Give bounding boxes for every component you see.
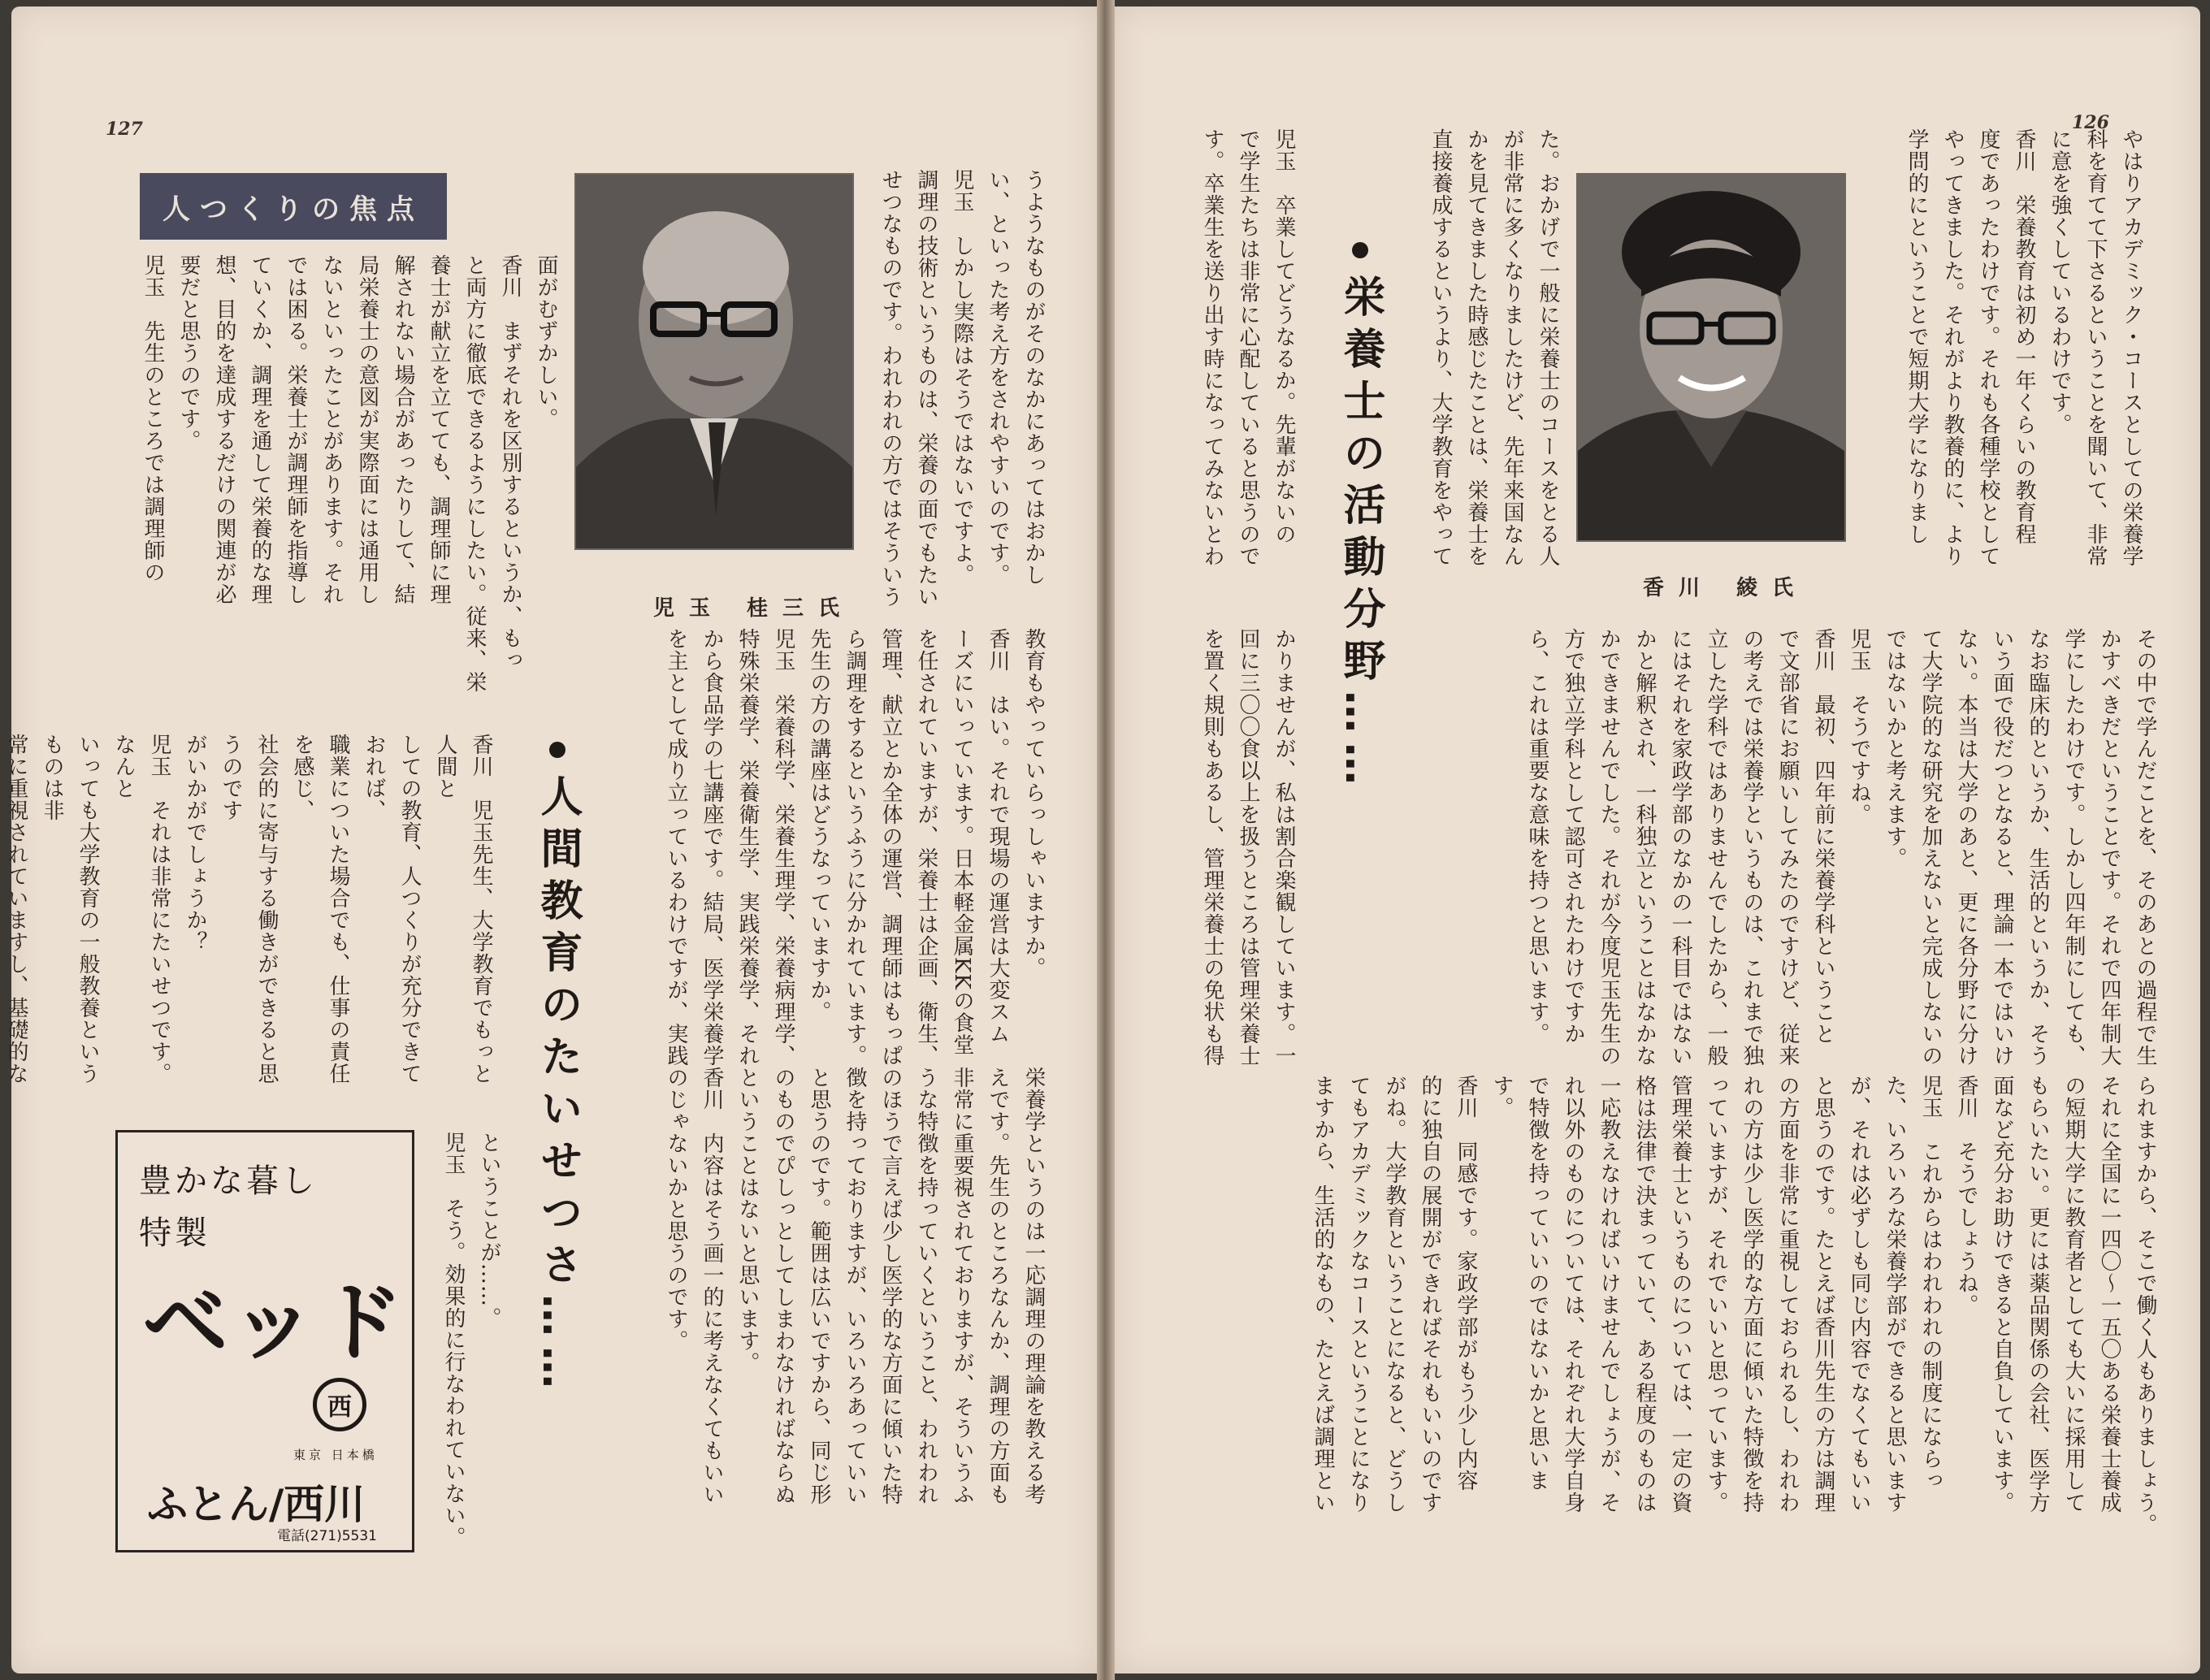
text-block-curriculum: その中で学んだことを、そのあとの過程で生 かすべきだということです。それで四年制大 学にしたわけです。しかし四年制にしても、 なお臨床的というか、生活的というか、そう いう面で役だつとなると、理論一本ではいけ ない。本当は大学のあと、更に各分野に分け て大学院的な研究を加えないと完成しないの ではないかと考えます。 児玉 そうですね。 香川 最初、四年前に栄養学科ということ で文部省にお願いしてみたのですけど、従来 の考えでは栄養学というものは、これまで独 立した学科ではありませんでしたから、一般 にはそれを家政学部のなかの一科目ではない かと解釈され、一科独立ということはなかな かできませんでした。それが今度児玉先生の 方で独立学科として認可されたわけですか ら、これは重要な意味を持つと思います。 [1525, 628, 2157, 1067]
text-block-graduates: 児玉 卒業してどうなるか。先輩がないの で学生たちは非常に心配していると思うので す。卒業生を送り出す時になってみないとわ [1200, 128, 1296, 567]
heading-text: 栄養士の活動分野…… [1336, 275, 1384, 795]
portrait-image [1578, 175, 1844, 540]
bullet-icon [1352, 242, 1368, 258]
page-126 [1115, 6, 2200, 1674]
text-block-curriculum: 教育もやっていらっしゃいますか。 香川 はい。それで現場の運営は大変スム ーズにいっています。日本軽金属KKの食堂 を任されていますが、栄養士は企画、衛生、 管理、献立とか全体の運営、調理師はもっぱ ら調理をするというふうに分かれています。 先生の方の講座はどうなっていますか。 児玉 栄養科学、栄養生理学、栄養病理学、 特殊栄養学、栄養衛生学、実践栄養学、それ から食品学の七講座です。結局、医学栄養学 を主として成り立っているわけですが、実践 [664, 628, 1046, 1067]
book-gutter [1097, 0, 1115, 1680]
ad-brand: ふとん/西川 [147, 1481, 366, 1528]
ad-location: 東京 日本橋 [293, 1448, 378, 1462]
page-number: 126 [2072, 112, 2109, 133]
advertisement-nishikawa [115, 1130, 414, 1552]
photo-caption: 香川 綾氏 [1643, 576, 1809, 600]
text-block-nutrition: 栄養学というのは一応調理の理論を教える考 えです。先生のところなんか、調理の方面も 非常に重要視されておりますが、そういうふ うな特徴を持っていくということ、われわれ のほうで言えば少し医学的な方面に傾いた特 徴を持っておりますが、いろいろあっていい と思うのです。範囲は広いですから、同じ形 のものでぴしっとしてしまわなければならぬ ということはないと思います。 香川 内容はそう画一的に考えなくてもいい のじゃないかと思うのです。 [664, 1067, 1046, 1505]
text-block-outlook: かりませんが、私は割合楽観しています。一 回に三〇〇食以上を扱うところは管理栄養士 を置く規則もあるし、管理栄養士の免状も得 [1200, 628, 1296, 1067]
section-heading [1330, 242, 1391, 795]
portrait-photo-kodama [574, 173, 854, 550]
ad-product: ベッド [142, 1273, 405, 1373]
section-heading [527, 742, 588, 1398]
text-block-closing: ということが……。 児玉 そう。効果的に行なわれていない。 [441, 1132, 501, 1548]
photo-caption: 児玉 桂三氏 [653, 596, 855, 621]
text-block-education: 香川 児玉先生、大学教育でもっと人間と しての教育、人つくりが充分できておれば、 職業についた場合でも、仕事の責任を感じ、 社会的に寄与する働きができると思うのです がいかがでしょうか？ 児玉 それは非常にたいせつです。なんと いっても大学教育の一般教養というものは非 常に重視されていますし、基礎的な [4, 734, 493, 1085]
page-127 [4, 6, 1097, 1674]
text-block-discussion: られますから、そこで働く人もありましょう。 それに全国に一四〇〜一五〇ある栄養士養成 の短期大学に教育者としても大いに採用して もらいたい。更には薬品関係の会社、医学方 面など充分お助けできると自負しています。 香川 そうでしょうね。 児玉 これからはわれわれの制度にならっ た、いろいろな栄養学部ができると思います が、それは必ずしも同じ内容でなくてもいい と思うのです。たとえば香川先生の方は調理 の方面を非常に重視しておられるし、われわ れの方は少し医学的な方面に傾いた特徴を持 っていますが、それでいいと思っています。 管理栄養士というものについては、一定の資 格は法律で決まっていて、ある程度のものは 一応教えなければいけませんでしょうが、そ れ以外のものについては、それぞれ大学自身 で特徴を持っていいのではないかと思いま す。 香川 同感です。家政学部がもう少し内容 的に独自の展開ができればそれもいいのです がね。大学教育ということになると、どうし てもアカデミックなコースということになり ますから、生活的なもの、たとえば調理とい [1311, 1075, 2157, 1535]
portrait-photo-kagawa [1576, 173, 1846, 542]
text-block-opening: やはりアカデミック・コースとしての栄養学 科を育てて下さるということを聞いて、非常 に意を強くしているわけです。 香川 栄養教育は初め一年くらいの教育程 度であったわけです。それも各種学校として やってきました。それがより教養的に、より 学問的にということで短期大学になりまし [1904, 128, 2143, 567]
text-block-education: た。おかげで一般に栄養士のコースをとる人 が非常に多くなりましたけど、先年来国なん かを見てきました時感じたことは、栄養士を 直接養成するというより、大学教育をやって [1428, 128, 1560, 567]
section-banner: 人つくりの焦点 [140, 173, 447, 240]
nishikawa-logo-icon: 西 [313, 1378, 366, 1431]
ad-phone: 電話(271)5531 [277, 1528, 377, 1544]
bullet-icon [549, 742, 566, 758]
portrait-image [576, 175, 852, 548]
text-block-opening: うようなものがそのなかにあってはおかし い、といった考え方をされやすいのです。 児玉 しかし実際はそうではないですよ。 調理の技術というものは、栄養の面でもたい せつなものです。われわれの方ではそういう [878, 169, 1046, 608]
text-block-interview: 面がむずかしい。 香川 まずそれを区別するというか、もっ と両方に徹底できるようにしたい。従来、栄 養士が献立を立てても、調理師に理 解されない場合があったりして、結 局栄養士の意図が実際面には通用し ないといったことがあります。それ では困る。栄養士が調理師を指導し ていくか、調理を通して栄養的な理 想、目的を達成するだけの関連が必 要だと思うのです。 児玉 先生のところでは調理師の [141, 254, 558, 693]
ad-subtitle: 特製 [139, 1215, 210, 1252]
page-number: 127 [106, 119, 143, 140]
ad-tagline: 豊かな暮し [139, 1163, 318, 1200]
heading-text: 人間教育のたいせつさ…… [533, 774, 582, 1398]
